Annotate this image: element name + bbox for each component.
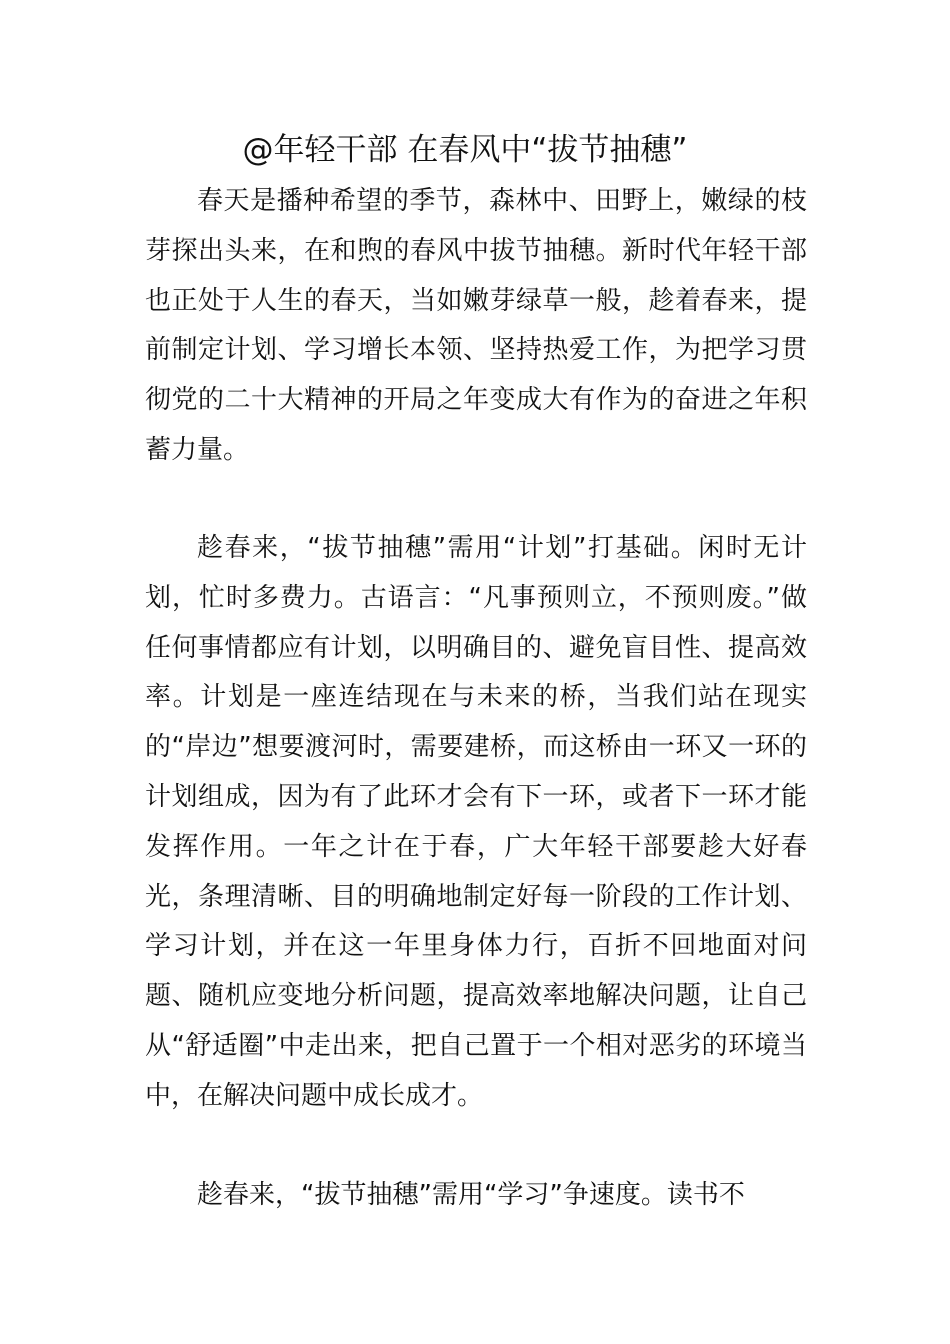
document-title: @年轻干部 在春风中“拔节抽穗” [242, 132, 688, 168]
paragraph-study: 趁春来，“拔节抽穗”需用“学习”争速度。读书不 [197, 1180, 745, 1210]
paragraph-intro: 春天是播种希望的季节，森林中、田野上，嫩绿的枝芽探出头来，在和煦的春风中拔节抽穗。新时代年轻干部也正处于人生的春天，当如嫩芽绿草一般，趁着春来，提前制定计划、学习增长本领、坚持热爱工作，为把学习贯彻党的二十大精神的开局之年变成大有作为的奋进之年积蓄力量。 [145, 186, 807, 465]
paragraph-plan: 趁春来，“拔节抽穗”需用“计划”打基础。闲时无计划，忙时多费力。古语言：“凡事预则立，不预则废。”做任何事情都应有计划，以明确目的、避免盲目性、提高效率。计划是一座连结现在与未来的桥，当我们站在现实的“岸边”想要渡河时，需要建桥，而这桥由一环又一环的计划组成，因为有了此环才会有下一环，或者下一环才能发挥作用。一年之计在于春，广大年轻干部要趁大好春光，条理清晰、目的明确地制定好每一阶段的工作计划、学习计划，并在这一年里身体力行，百折不回地面对问题、随机应变地分析问题，提高效率地解决问题，让自己从“舒适圈”中走出来，把自己置于一个相对恶劣的环境当中，在解决问题中成长成才。 [145, 533, 807, 1111]
